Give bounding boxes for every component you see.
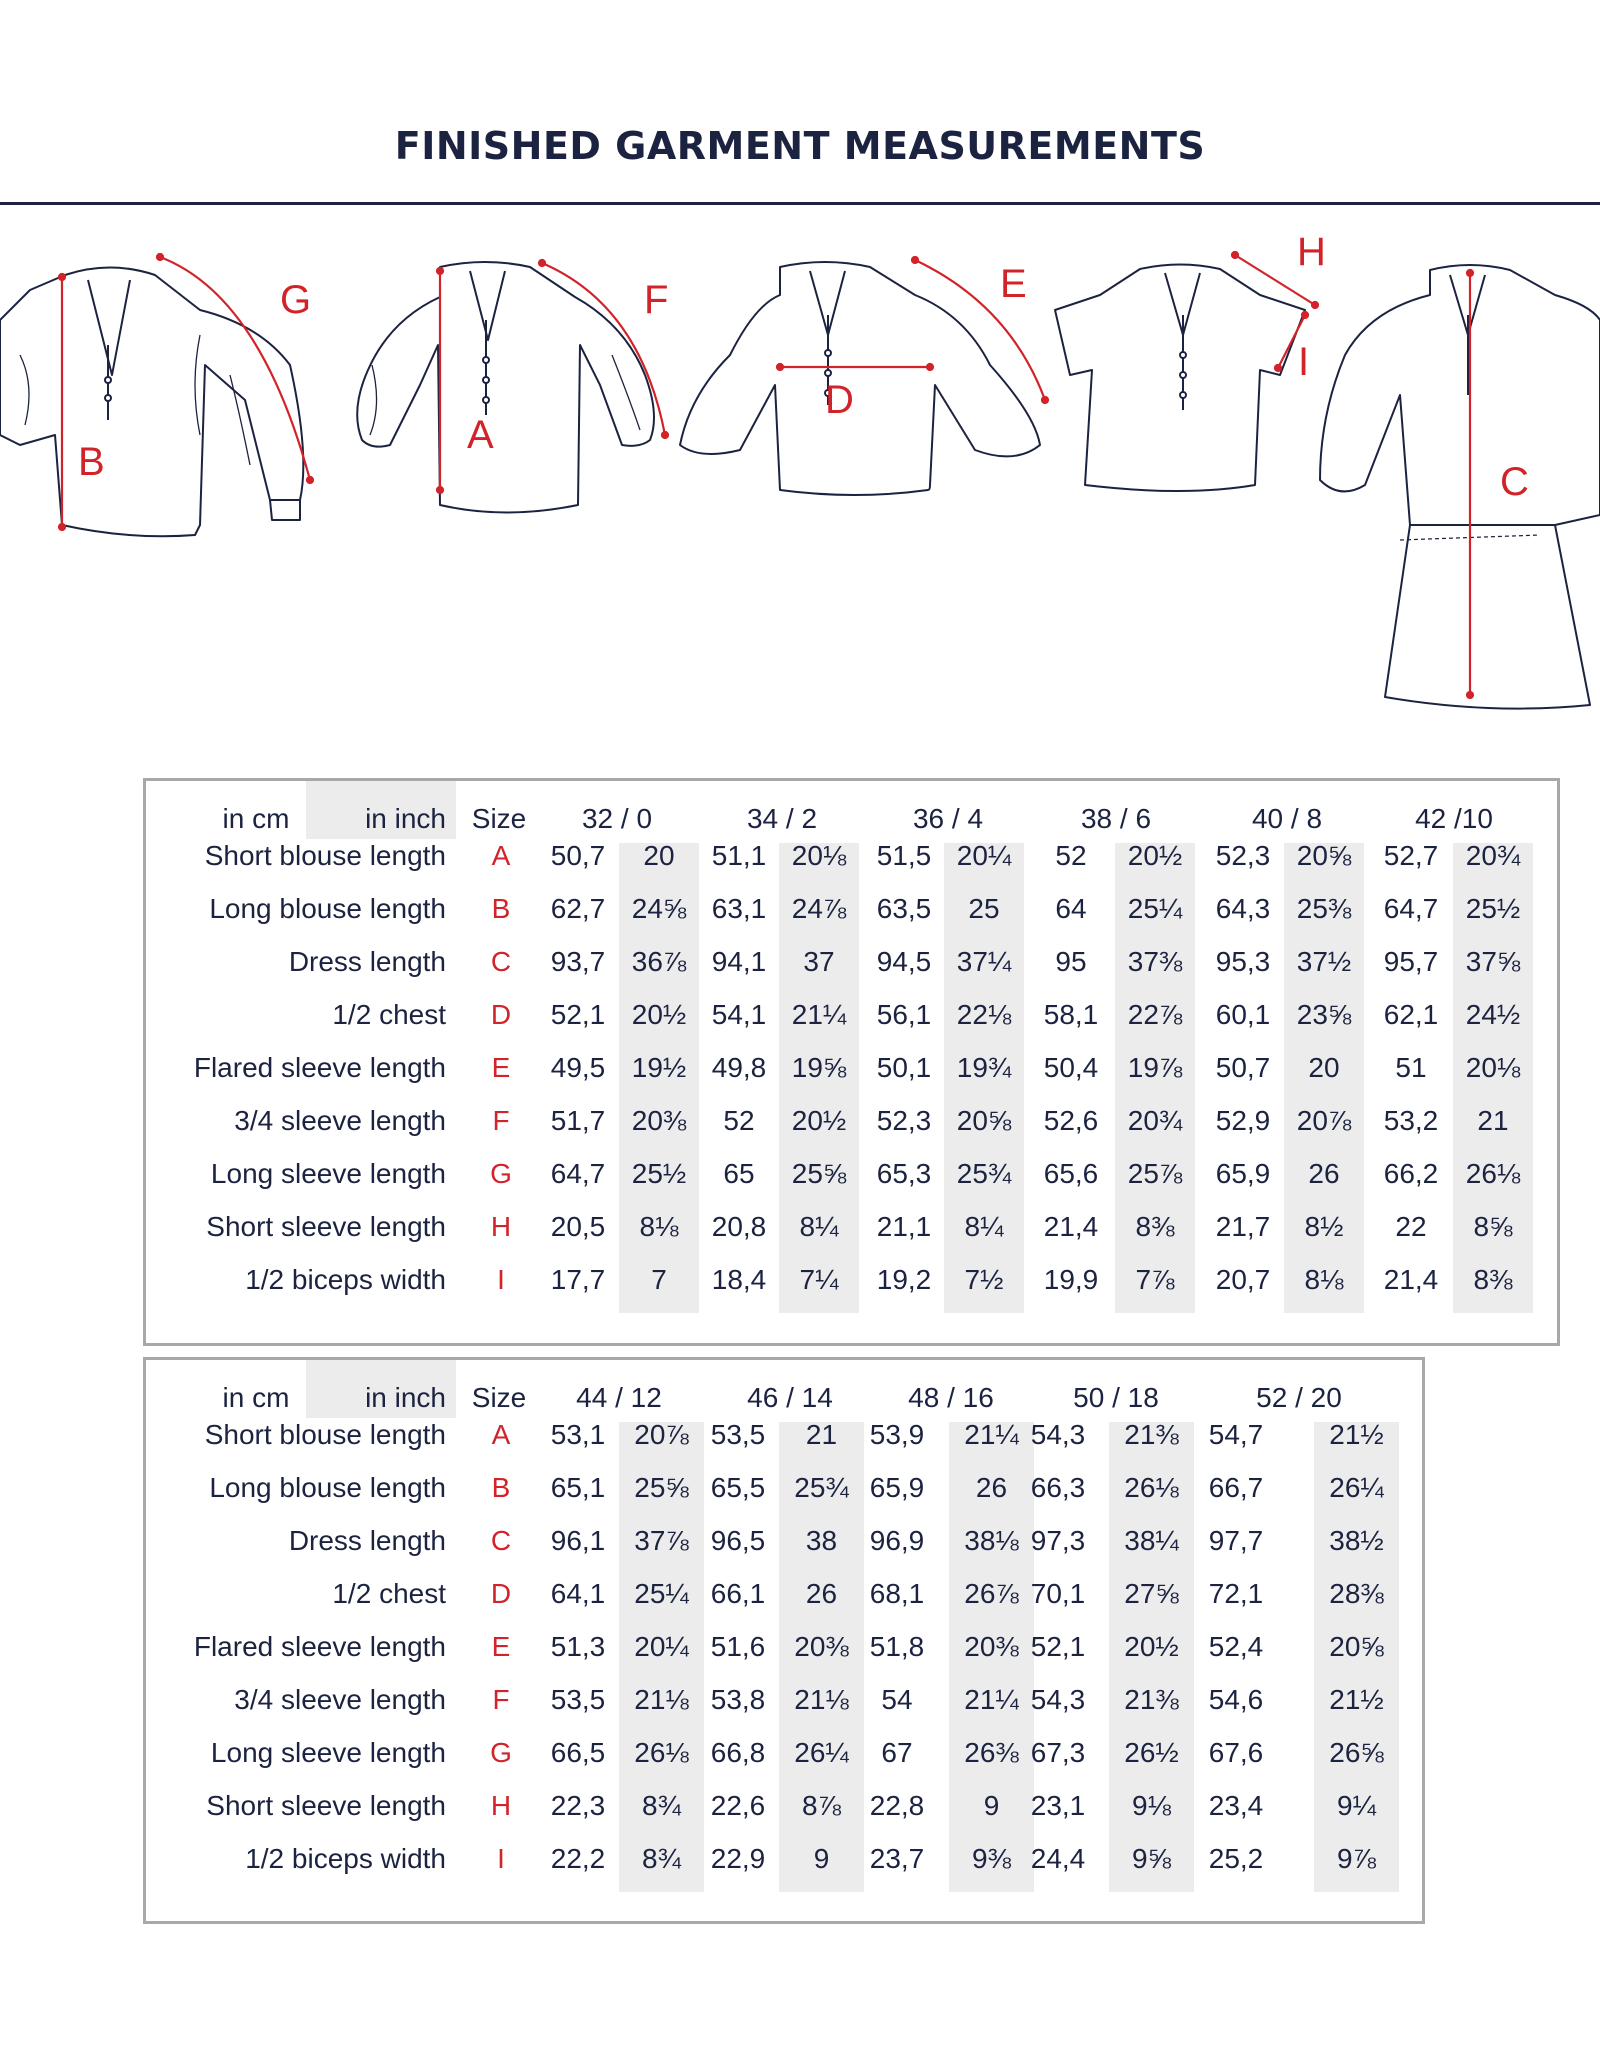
- measurement-name: Long blouse length: [209, 1472, 446, 1503]
- cm-value: 56,1: [876, 999, 932, 1030]
- measurement-letter: I: [497, 1264, 505, 1295]
- inch-value: 37⅜: [1127, 946, 1183, 977]
- cm-value: 54,7: [1208, 1419, 1264, 1450]
- long-blouse-illustration: [0, 268, 303, 537]
- cm-value: 53,5: [710, 1419, 766, 1450]
- inch-value: 25¾: [956, 1158, 1012, 1189]
- flared-sleeve-blouse-illustration: [680, 262, 1040, 495]
- inch-value: 20: [643, 840, 675, 871]
- measurement-name: Dress length: [288, 1525, 446, 1556]
- cm-value: 51,3: [550, 1631, 606, 1662]
- cm-value: 53,2: [1383, 1105, 1439, 1136]
- inch-value: 25¼: [634, 1578, 689, 1609]
- inch-value: 20⅝: [1296, 840, 1352, 871]
- size-header: Size: [471, 803, 527, 834]
- cm-value: 22,3: [550, 1790, 606, 1821]
- in-cm-header: in cm: [222, 1382, 290, 1413]
- cm-value: 22,9: [710, 1843, 766, 1874]
- cm-value: 65,9: [869, 1472, 925, 1503]
- inch-value: 21⅛: [794, 1684, 849, 1715]
- inch-value: 8¼: [964, 1211, 1004, 1242]
- inch-value: 20⅝: [956, 1105, 1012, 1136]
- cm-value: 95: [1055, 946, 1087, 977]
- measurement-label: H: [1297, 235, 1326, 274]
- size-column-header: 48 / 16: [908, 1382, 994, 1413]
- cm-value: 65,5: [710, 1472, 766, 1503]
- inch-value: 27⅝: [1124, 1578, 1179, 1609]
- cm-value: 64,7: [1383, 893, 1439, 924]
- cm-value: 18,4: [711, 1264, 767, 1295]
- size-column-header: 44 / 12: [576, 1382, 662, 1413]
- cm-value: 25,2: [1208, 1843, 1264, 1874]
- inch-value: 20: [1308, 1052, 1340, 1083]
- inch-value: 9¼: [1337, 1790, 1376, 1821]
- cm-value: 49,5: [550, 1052, 606, 1083]
- cm-value: 52,1: [1030, 1631, 1086, 1662]
- inch-value: 25⅝: [791, 1158, 847, 1189]
- inch-value: 20⅜: [794, 1631, 849, 1662]
- inch-value: 26: [975, 1472, 1008, 1503]
- measurement-letter: F: [492, 1105, 510, 1136]
- cm-value: 51,6: [710, 1631, 766, 1662]
- cm-value: 54: [881, 1684, 913, 1715]
- measurement-name: 3/4 sleeve length: [234, 1105, 446, 1136]
- cm-value: 65,1: [550, 1472, 606, 1503]
- cm-value: 66,1: [710, 1578, 766, 1609]
- inch-value: 8⅜: [1473, 1264, 1513, 1295]
- cm-value: 52,7: [1383, 840, 1439, 871]
- measurement-name: Long sleeve length: [210, 1158, 446, 1189]
- measurement-label: B: [78, 440, 105, 484]
- inch-value: 20¾: [1127, 1105, 1183, 1136]
- cm-value: 58,1: [1043, 999, 1099, 1030]
- cm-value: 62,1: [1383, 999, 1439, 1030]
- inch-value: 38½: [1329, 1525, 1384, 1556]
- measurement-name: Short sleeve length: [206, 1211, 446, 1242]
- cm-value: 19,9: [1043, 1264, 1099, 1295]
- cm-value: 64: [1055, 893, 1087, 924]
- inch-value: 37¼: [956, 946, 1012, 977]
- inch-value: 9⅝: [1132, 1843, 1171, 1874]
- measurement-label: C: [1500, 460, 1529, 504]
- inch-value: 9⅛: [1132, 1790, 1171, 1821]
- three-quarter-sleeve-blouse-illustration: [357, 262, 654, 513]
- cm-value: 53,9: [869, 1419, 925, 1450]
- cm-value: 70,1: [1030, 1578, 1086, 1609]
- cm-value: 50,7: [550, 840, 606, 871]
- inch-value: 20½: [791, 1105, 847, 1136]
- cm-value: 94,5: [876, 946, 932, 977]
- size-column-header: 46 / 14: [747, 1382, 833, 1413]
- measurement-name: Dress length: [288, 946, 446, 977]
- measurement-name: Short blouse length: [204, 840, 446, 871]
- size-column-header: 36 / 4: [912, 803, 984, 834]
- inch-value: 37: [803, 946, 835, 977]
- short-sleeve-blouse-illustration: [1055, 265, 1305, 492]
- inch-value: 8¼: [799, 1211, 839, 1242]
- inch-value: 25: [968, 893, 1000, 924]
- inch-value: 28⅜: [1329, 1578, 1384, 1609]
- inch-value: 38: [805, 1525, 838, 1556]
- inch-value: 26½: [1124, 1737, 1179, 1768]
- inch-value: 20⅛: [791, 840, 847, 871]
- inch-value: 38⅛: [964, 1525, 1019, 1556]
- cm-value: 50,7: [1215, 1052, 1271, 1083]
- cm-value: 22,8: [869, 1790, 925, 1821]
- measurement-letter: H: [490, 1211, 512, 1242]
- inch-value: 20¾: [1465, 840, 1521, 871]
- page-title: FINISHED GARMENT MEASUREMENTS: [394, 124, 1206, 168]
- cm-value: 53,8: [710, 1684, 766, 1715]
- cm-value: 66,3: [1030, 1472, 1086, 1503]
- measurement-name: Flared sleeve length: [193, 1052, 446, 1083]
- inch-value: 9: [983, 1790, 1000, 1821]
- inch-value: 8⅞: [802, 1790, 841, 1821]
- cm-value: 51: [1395, 1052, 1427, 1083]
- cm-value: 51,5: [876, 840, 932, 871]
- cm-value: 50,4: [1043, 1052, 1099, 1083]
- cm-value: 20,7: [1215, 1264, 1271, 1295]
- inch-value: 19¾: [956, 1052, 1012, 1083]
- size-column-header: 40 / 8: [1251, 803, 1323, 834]
- inch-value: 8⅜: [1135, 1211, 1175, 1242]
- size-column-header: 34 / 2: [746, 803, 818, 834]
- cm-value: 95,7: [1383, 946, 1439, 977]
- cm-value: 66,8: [710, 1737, 766, 1768]
- cm-value: 66,2: [1383, 1158, 1439, 1189]
- cm-value: 53,5: [550, 1684, 606, 1715]
- cm-value: 72,1: [1208, 1578, 1264, 1609]
- measurement-letter: F: [492, 1684, 510, 1715]
- cm-value: 23,4: [1208, 1790, 1264, 1821]
- cm-value: 21,4: [1043, 1211, 1099, 1242]
- inch-value: 23⅝: [1296, 999, 1352, 1030]
- cm-value: 67,3: [1030, 1737, 1086, 1768]
- measurement-name: Long blouse length: [209, 893, 446, 924]
- cm-value: 51,7: [550, 1105, 606, 1136]
- cm-value: 63,5: [876, 893, 932, 924]
- inch-value: 8¾: [642, 1843, 681, 1874]
- inch-value: 20⅞: [634, 1419, 689, 1450]
- inch-value: 26⅞: [964, 1578, 1019, 1609]
- inch-value: 8⅛: [639, 1211, 679, 1242]
- measurement-letter: D: [490, 999, 512, 1030]
- cm-value: 60,1: [1215, 999, 1271, 1030]
- inch-value: 25¼: [1127, 893, 1183, 924]
- inch-value: 9⅞: [1337, 1843, 1376, 1874]
- cm-value: 94,1: [711, 946, 767, 977]
- inch-value: 20½: [1127, 840, 1183, 871]
- cm-value: 52: [1055, 840, 1087, 871]
- cm-value: 93,7: [550, 946, 606, 977]
- cm-value: 52,4: [1208, 1631, 1264, 1662]
- measurement-label: I: [1298, 340, 1310, 384]
- size-column-header: 50 / 18: [1073, 1382, 1159, 1413]
- inch-value: 7⅞: [1135, 1264, 1175, 1295]
- inch-value: 20½: [1124, 1631, 1179, 1662]
- inch-value: 9⅜: [972, 1843, 1011, 1874]
- measurement-letter: H: [490, 1790, 512, 1821]
- measurement-label: A: [467, 413, 494, 457]
- measurement-name: 1/2 chest: [332, 1578, 446, 1609]
- measurement-label: E: [1000, 262, 1027, 306]
- inch-value: 21⅛: [634, 1684, 689, 1715]
- size-column-header: 32 / 0: [581, 803, 653, 834]
- inch-value: 20⅝: [1329, 1631, 1384, 1662]
- size-column-header: 52 / 20: [1256, 1382, 1342, 1413]
- inch-value: 21¼: [964, 1419, 1019, 1450]
- cm-value: 52,3: [876, 1105, 932, 1136]
- cm-value: 54,3: [1030, 1684, 1086, 1715]
- cm-value: 51,1: [711, 840, 767, 871]
- cm-value: 54,1: [711, 999, 767, 1030]
- cm-value: 95,3: [1215, 946, 1271, 977]
- inch-value: 8⅝: [1473, 1211, 1513, 1242]
- inch-value: 38¼: [1124, 1525, 1179, 1556]
- inch-value: 25¾: [794, 1472, 849, 1503]
- inch-value: 21½: [1329, 1419, 1384, 1450]
- inch-value: 21⅜: [1124, 1684, 1179, 1715]
- inch-value: 21⅜: [1124, 1419, 1179, 1450]
- inch-value: 21¼: [964, 1684, 1019, 1715]
- inch-value: 21: [805, 1419, 838, 1450]
- in-inch-header: in inch: [365, 1382, 446, 1413]
- size-column-header: 38 / 6: [1080, 803, 1152, 834]
- measurement-letter: E: [491, 1052, 511, 1083]
- measurement-label: D: [825, 378, 854, 422]
- inch-value: 7¼: [799, 1264, 839, 1295]
- inch-value: 19½: [631, 1052, 687, 1083]
- cm-value: 17,7: [550, 1264, 606, 1295]
- cm-value: 51,8: [869, 1631, 925, 1662]
- cm-value: 65,6: [1043, 1158, 1099, 1189]
- cm-value: 67: [881, 1737, 913, 1768]
- cm-value: 65,9: [1215, 1158, 1271, 1189]
- inch-value: 22⅞: [1127, 999, 1183, 1030]
- inch-value: 20¼: [634, 1631, 689, 1662]
- inch-value: 26⅛: [1124, 1472, 1179, 1503]
- inch-value: 26⅛: [634, 1737, 689, 1768]
- inch-value: 26: [805, 1578, 838, 1609]
- inch-value: 8⅛: [1304, 1264, 1344, 1295]
- inch-value: 20¼: [956, 840, 1012, 871]
- inch-value: 25½: [631, 1158, 687, 1189]
- cm-value: 50,1: [876, 1052, 932, 1083]
- inch-value: 26¼: [1329, 1472, 1384, 1503]
- inch-value: 21¼: [791, 999, 847, 1030]
- measurement-name: 1/2 chest: [332, 999, 446, 1030]
- inch-value: 37⅝: [1465, 946, 1521, 977]
- cm-value: 68,1: [869, 1578, 925, 1609]
- inch-value: 37⅞: [634, 1525, 689, 1556]
- inch-value: 25½: [1465, 893, 1521, 924]
- inch-value: 20⅛: [1465, 1052, 1521, 1083]
- cm-value: 64,7: [550, 1158, 606, 1189]
- size-column-header: 42 /10: [1415, 803, 1493, 834]
- inch-value: 25⅞: [1127, 1158, 1183, 1189]
- cm-value: 24,4: [1030, 1843, 1086, 1874]
- cm-value: 64,1: [550, 1578, 606, 1609]
- cm-value: 52,6: [1043, 1105, 1099, 1136]
- cm-value: 65,3: [876, 1158, 932, 1189]
- inch-value: 7½: [964, 1264, 1004, 1295]
- measurement-letter: C: [490, 1525, 512, 1556]
- cm-value: 21,4: [1383, 1264, 1439, 1295]
- cm-value: 21,1: [876, 1211, 932, 1242]
- size-header: Size: [471, 1382, 527, 1413]
- measurement-label: G: [280, 278, 312, 322]
- in-inch-header: in inch: [365, 803, 446, 834]
- measurement-name: 1/2 biceps width: [245, 1264, 446, 1295]
- cm-value: 22: [1395, 1211, 1427, 1242]
- cm-value: 96,5: [710, 1525, 766, 1556]
- measurement-name: Short blouse length: [204, 1419, 446, 1450]
- measurement-letter: C: [490, 946, 512, 977]
- cm-value: 52,3: [1215, 840, 1271, 871]
- cm-value: 52,9: [1215, 1105, 1271, 1136]
- in-cm-header: in cm: [222, 803, 290, 834]
- inch-value: 21: [1477, 1105, 1509, 1136]
- title-divider: [0, 202, 1600, 205]
- cm-value: 52,1: [550, 999, 606, 1030]
- inch-value: 26⅝: [1329, 1737, 1384, 1768]
- cm-value: 64,3: [1215, 893, 1271, 924]
- inch-value: 24½: [1465, 999, 1521, 1030]
- inch-value: 24⅞: [791, 893, 847, 924]
- cm-value: 19,2: [876, 1264, 932, 1295]
- measurement-name: Long sleeve length: [210, 1737, 446, 1768]
- measurement-letter: A: [491, 840, 511, 871]
- cm-value: 63,1: [711, 893, 767, 924]
- cm-value: 20,8: [711, 1211, 767, 1242]
- measurement-letter: A: [491, 1419, 511, 1450]
- inch-value: 19⅞: [1127, 1052, 1183, 1083]
- cm-value: 66,7: [1208, 1472, 1264, 1503]
- cm-value: 96,9: [869, 1525, 925, 1556]
- inch-value: 22⅛: [956, 999, 1012, 1030]
- inch-value: 26⅛: [1465, 1158, 1521, 1189]
- cm-value: 65: [723, 1158, 755, 1189]
- measurement-letter: B: [491, 893, 511, 924]
- inch-value: 8¾: [642, 1790, 681, 1821]
- cm-value: 53,1: [550, 1419, 606, 1450]
- measurement-name: 1/2 biceps width: [245, 1843, 446, 1874]
- cm-value: 49,8: [711, 1052, 767, 1083]
- measurement-name: Flared sleeve length: [193, 1631, 446, 1662]
- cm-value: 54,3: [1030, 1419, 1086, 1450]
- inch-value: 20⅞: [1296, 1105, 1352, 1136]
- cm-value: 23,1: [1030, 1790, 1086, 1821]
- inch-value: 36⅞: [631, 946, 687, 977]
- cm-value: 20,5: [550, 1211, 606, 1242]
- size-table-2: [143, 1357, 1425, 1924]
- inch-value: 20⅜: [631, 1105, 687, 1136]
- measurement-letter: G: [490, 1737, 512, 1768]
- inch-value: 21½: [1329, 1684, 1384, 1715]
- cm-value: 62,7: [550, 893, 606, 924]
- cm-value: 22,6: [710, 1790, 766, 1821]
- measurement-name: 3/4 sleeve length: [234, 1684, 446, 1715]
- size-table-1: [143, 778, 1560, 1346]
- measurement-name: Short sleeve length: [206, 1790, 446, 1821]
- inch-value: 8½: [1304, 1211, 1344, 1242]
- cm-value: 66,5: [550, 1737, 606, 1768]
- cm-value: 97,7: [1208, 1525, 1264, 1556]
- inch-value: 26⅜: [964, 1737, 1019, 1768]
- measurement-letter: D: [490, 1578, 512, 1609]
- cm-value: 67,6: [1208, 1737, 1264, 1768]
- inch-value: 26¼: [794, 1737, 849, 1768]
- inch-value: 19⅝: [791, 1052, 847, 1083]
- measurement-letter: B: [491, 1472, 511, 1503]
- inch-value: 25⅜: [1296, 893, 1352, 924]
- dress-illustration: [1320, 265, 1600, 709]
- cm-value: 23,7: [869, 1843, 925, 1874]
- measurement-letter: G: [490, 1158, 512, 1189]
- cm-value: 21,7: [1215, 1211, 1271, 1242]
- inch-value: 24⅝: [631, 893, 687, 924]
- cm-value: 52: [723, 1105, 755, 1136]
- measurement-letter: I: [497, 1843, 505, 1874]
- inch-value: 37½: [1296, 946, 1352, 977]
- cm-value: 22,2: [550, 1843, 606, 1874]
- measurement-label: F: [644, 278, 669, 322]
- inch-value: 25⅝: [634, 1472, 689, 1503]
- garment-illustrations: [0, 235, 1600, 715]
- inch-value: 7: [651, 1264, 667, 1295]
- inch-value: 26: [1308, 1158, 1340, 1189]
- measurement-letter: E: [491, 1631, 511, 1662]
- cm-value: 96,1: [550, 1525, 606, 1556]
- inch-value: 9: [813, 1843, 830, 1874]
- inch-value: 20½: [631, 999, 687, 1030]
- cm-value: 97,3: [1030, 1525, 1086, 1556]
- cm-value: 54,6: [1208, 1684, 1264, 1715]
- inch-value: 20⅜: [964, 1631, 1019, 1662]
